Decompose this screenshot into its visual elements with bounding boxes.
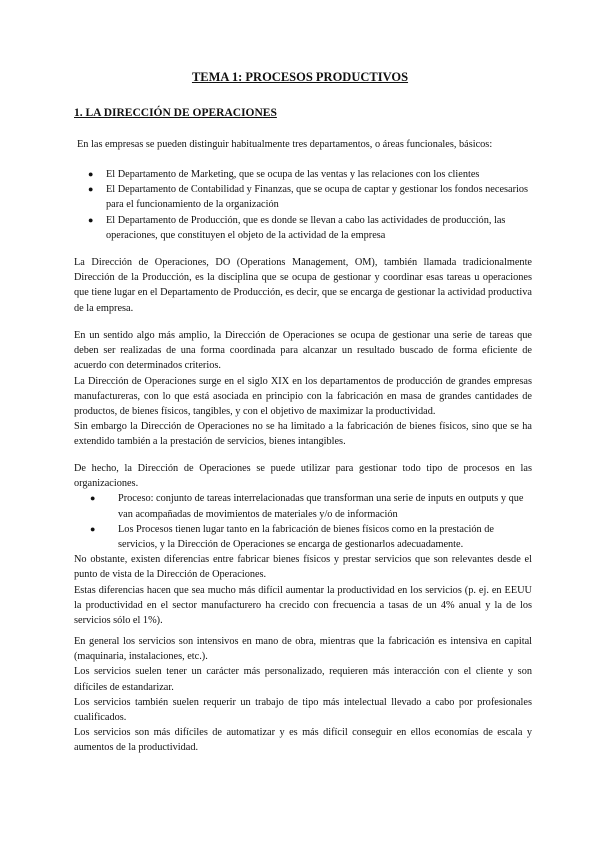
document-title: TEMA 1: PROCESOS PRODUCTIVOS [191,70,409,84]
list-item [74,522,532,552]
list-item [74,182,532,212]
list-item-text: El Departamento de Producción, que es donde se llevan a cabo las actividades de producción, las operaciones, que constituyen el objeto de la actividad de la empresa [106,214,506,241]
list-item [74,213,532,243]
paragraph-group [74,634,532,756]
paragraph: No obstante, existen diferencias entre fabricar bienes físicos y prestar servicios que son relevantes desde el punto de vista de la Dirección de Operaciones. [74,554,532,581]
paragraph-group [74,461,532,628]
paragraph: La Dirección de Operaciones, DO (Operations Management, OM), también llamada tradicionalmente Dirección de la Producción, es la disciplina que se ocupa de gestionar y coordinar esas tareas u operaciones que tiene lugar en el Departamento de Producción, es decir, que se encarga de gestionar la actividad productiva de la empresa. [74,257,532,314]
bullet-icon: ● [88,169,94,179]
section-heading: 1. LA DIRECCIÓN DE OPERACIONES [74,107,277,119]
bullet-icon: ● [88,184,94,195]
paragraph: La Dirección de Operaciones surge en el siglo XIX en los departamentos de producción de grandes empresas manufactureras, con lo que está asociada en principio con la fabricación en masa de grandes cantidades de productos, de bienes físicos, tangibles, y con el objetivo de maximizar la productividad. [74,375,532,418]
paragraph-group [74,328,532,450]
paragraph: Los servicios son más difíciles de automatizar y es más difícil conseguir en ellos economías de escala y aumentos de la productividad. [74,727,532,754]
bullet-icon: ● [88,214,94,225]
paragraph: De hecho, la Dirección de Operaciones se puede utilizar para gestionar todo tipo de procesos en las organizaciones. [74,463,532,490]
paragraph: En general los servicios son intensivos en mano de obra, mientras que la fabricación es intensiva en capital (maquinaria, instalaciones, etc.). [74,636,532,663]
paragraph: Estas diferencias hacen que sea mucho más difícil aumentar la productividad en los servicios (p. ej. en EEUU la productividad en el sector manufacturero ha crecido con frecuencia a tasas de un 4% anual y la de los servicios sólo el 1%). [74,584,532,627]
list-item-text: Los Procesos tienen lugar tanto en la fabricación de bienes físicos como en la prestación de servicios, y la Dirección de Operaciones se encarga de gestionarlos adecuadamente. [118,523,494,551]
departments-list [74,167,532,243]
intro-paragraph: En las empresas se pueden distinguir habitualmente tres departamentos, o áreas funcionales, básicos: [77,139,493,150]
bullet-icon: ● [90,493,96,504]
list-item-text: Proceso: conjunto de tareas interrelacionadas que transforman una serie de inputs en outputs y que van acompañadas de movimientos de materiales y/o de información [118,493,524,520]
paragraph: Los servicios también suelen requerir un trabajo de tipo más intelectual llevado a cabo por profesionales cualificados. [74,696,532,724]
process-list [74,491,532,552]
list-item [74,491,532,521]
list-item-text: El Departamento de Marketing, que se ocupa de las ventas y las relaciones con los clientes [106,169,480,180]
list-item [74,167,532,182]
bullet-icon: ● [90,523,96,534]
list-item-text: El Departamento de Contabilidad y Finanzas, que se ocupa de captar y gestionar los fondos necesarios para el funcionamiento de la organización [106,184,529,211]
paragraph: Sin embargo la Dirección de Operaciones no se ha limitado a la fabricación de bienes físicos, sino que se ha extendido también a la prestación de servicios, bienes intangibles. [74,421,532,448]
paragraph: En un sentido algo más amplio, la Dirección de Operaciones se ocupa de gestionar una serie de tareas que deben ser realizadas de una forma coordinada para alcanzar un resultado buscado de forma eficiente de acuerdo con determinados criterios. [74,330,532,372]
paragraph: Los servicios suelen tener un carácter más personalizado, requieren más interacción con el cliente y son difíciles de estandarizar. [74,666,532,693]
